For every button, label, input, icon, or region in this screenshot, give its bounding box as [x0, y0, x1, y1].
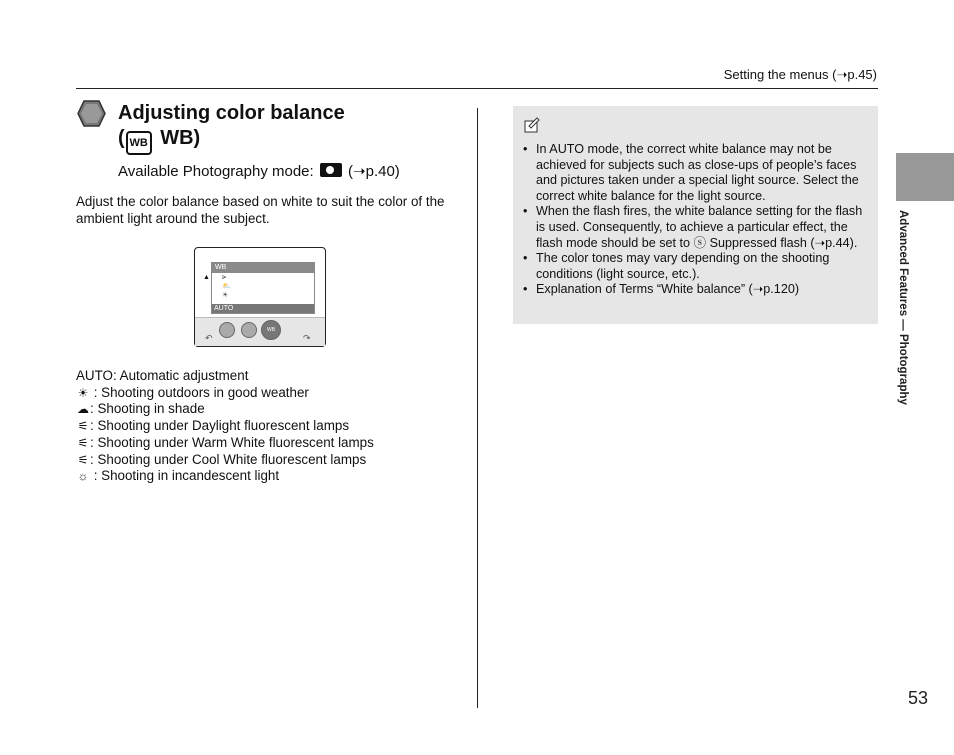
shade-icon: ☁	[77, 402, 89, 417]
legend-row	[76, 468, 374, 485]
available-modes	[118, 162, 400, 180]
camera-mode-icon	[320, 163, 342, 177]
lcd-return-arrow-icon: ↷	[303, 333, 311, 343]
lcd-menu-row: ☀	[222, 292, 229, 299]
cross-reference-header: Setting the menus (➝p.45)	[723, 67, 877, 82]
note-item: • The color tones may vary depending on the shooting conditions (light source, etc.).	[521, 251, 866, 282]
lcd-screen-illustration	[194, 247, 326, 347]
fluorescent-daylight-icon: ⚟	[77, 419, 89, 434]
legend-row	[76, 368, 374, 385]
note-box	[513, 106, 878, 324]
scroll-up-icon: ▲	[203, 274, 210, 281]
lcd-selected-row: AUTO	[212, 304, 314, 313]
legend-row	[76, 401, 374, 418]
legend-text: : Shooting under Daylight fluorescent lamps	[90, 418, 350, 434]
fluorescent-warm-icon: ⚟	[77, 435, 89, 450]
legend-text: : Shooting under Warm White fluorescent lamps	[90, 434, 374, 450]
legend-row	[76, 435, 374, 452]
memo-icon	[523, 116, 541, 134]
page-number: 53	[908, 688, 929, 708]
legend-row	[76, 385, 374, 402]
legend-row	[76, 418, 374, 435]
intro-paragraph: Adjust the color balance based on white to suit the color of the ambient light around the subject.	[76, 194, 445, 226]
chapter-tab	[896, 153, 954, 201]
section-title	[118, 101, 345, 155]
note-item: • When the flash fires, the white balance setting for the flash is used. Consequently, to achieve a particular effect, the flash mode should be set to ⓢ Suppressed flash (➝p.44).	[521, 204, 866, 251]
note-list	[521, 142, 866, 298]
legend-text: : Shooting in shade	[90, 401, 205, 417]
legend-text: AUTO: Automatic adjustment	[76, 368, 249, 383]
lcd-menu-row: ⛅	[222, 283, 231, 290]
note-item: • In AUTO mode, the correct white balance may not be achieved for subjects such as close-ups of people’s faces and pictures taken under a special light source. Select the correct white balance for the light source.	[521, 142, 866, 204]
incandescent-icon: ☼	[77, 469, 89, 484]
lcd-wb-menu	[211, 262, 315, 314]
legend-text: : Shooting under Cool White fluorescent lamps	[90, 451, 367, 467]
lcd-wb-button-icon: WB	[261, 320, 281, 340]
sun-icon: ☀	[77, 385, 89, 400]
legend-text: : Shooting in incandescent light	[90, 468, 280, 484]
lcd-exposure-button-icon	[241, 322, 257, 338]
title-wb-text: WB)	[154, 127, 201, 149]
wb-legend	[76, 368, 374, 485]
title-paren: (	[118, 127, 125, 149]
lcd-button-bar	[195, 317, 325, 346]
title-line-1: Adjusting color balance	[118, 102, 345, 124]
lcd-menu-row: ⪩	[222, 274, 226, 281]
wb-icon: WB	[126, 131, 152, 155]
title-line-2	[118, 126, 345, 155]
legend-text: : Shooting outdoors in good weather	[90, 384, 309, 400]
lcd-back-arrow-icon: ↶	[205, 333, 213, 343]
available-reference: (➝p.40)	[348, 163, 400, 180]
column-divider	[477, 108, 478, 708]
lcd-mode-button-icon	[219, 322, 235, 338]
lcd-menu-title: WB	[212, 263, 314, 273]
note-item: • Explanation of Terms “White balance” (➝p.120)	[521, 282, 866, 298]
fluorescent-cool-icon: ⚟	[77, 452, 89, 467]
hexagon-icon	[77, 100, 106, 127]
chapter-label: Advanced Features — Photography	[897, 210, 909, 405]
available-label: Available Photography mode:	[118, 163, 314, 180]
legend-row	[76, 452, 374, 469]
header-rule	[76, 88, 878, 89]
